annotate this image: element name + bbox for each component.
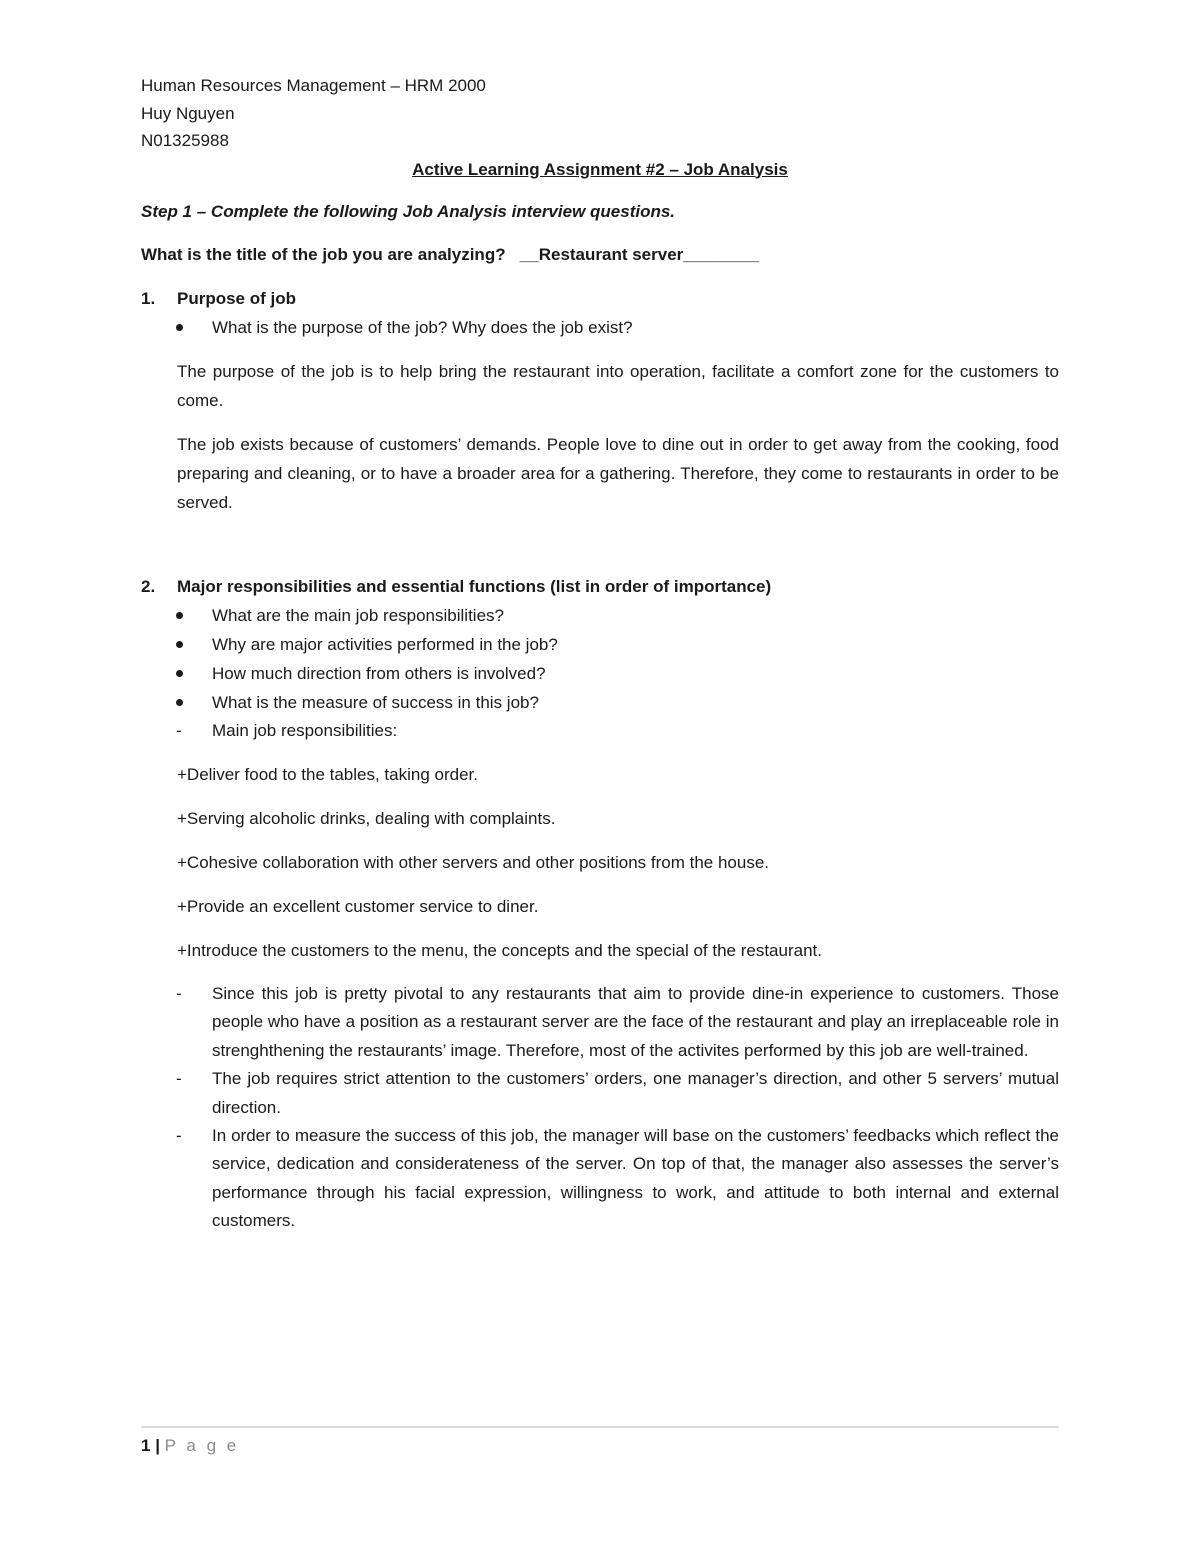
paragraph-purpose: The purpose of the job is to help bring the restaurant into operation, facilitate a comfort zone for the customers to come. (177, 361, 1059, 410)
list-item: How much direction from others is involved? (212, 659, 1059, 688)
job-title-line (141, 242, 1059, 268)
student-name: Huy Nguyen (141, 103, 235, 123)
list-item: What is the purpose of the job? Why does the job exist? (212, 313, 1059, 342)
list-item: Why are major activities performed in the job? (212, 630, 1059, 659)
responsibility-item: +Provide an excellent customer service to diner. (177, 896, 539, 916)
list-item: What is the measure of success in this job? (212, 688, 1059, 717)
footer-divider (141, 1426, 1059, 1428)
section-1-heading (141, 285, 1059, 313)
student-id: N01325988 (141, 131, 229, 150)
responsibility-item: +Cohesive collaboration with other servers and other positions from the house. (177, 852, 770, 872)
page-content (141, 72, 1059, 1236)
footer-separator: | (150, 1436, 165, 1455)
section-1-number: 1. (141, 288, 156, 308)
job-title-question: What is the title of the job you are analyzing? (141, 244, 506, 264)
section-1-title: Purpose of job (177, 288, 296, 308)
section-2-title: Major responsibilities and essential functions (list in order of importance) (177, 576, 772, 596)
responsibility-item: +Introduce the customers to the menu, the concepts and the special of the restaurant. (177, 940, 822, 960)
responsibility-item: +Deliver food to the tables, taking order. (177, 764, 478, 784)
job-title-answer: __Restaurant server________ (519, 244, 759, 264)
step-1-instruction: Step 1 – Complete the following Job Analysis interview questions. (141, 201, 676, 221)
answer-why-activities: - Since this job is pretty pivotal to any restaurants that aim to provide dine-in experience to customers. Those people who have a position as a restaurant server are the face of the restaurant and play an irreplaceable role in strenghthening the restaurants’ image. Therefore, most of the activites performed by this job are well-trained. (212, 980, 1059, 1065)
page-number: 1 (141, 1436, 151, 1455)
course-name: Human Resources Management – HRM 2000 (141, 76, 486, 95)
answer-direction: - The job requires strict attention to the customers’ orders, one manager’s direction, and other 5 servers’ mutual direction. (212, 1065, 1059, 1122)
section-2-number: 2. (141, 576, 156, 596)
main-responsibilities-label-list (141, 717, 1059, 745)
assignment-title: Active Learning Assignment #2 – Job Analysis (412, 159, 788, 179)
page-footer (141, 1433, 239, 1459)
section-2-answers (141, 980, 1059, 1236)
responsibility-item: +Serving alcoholic drinks, dealing with complaints. (177, 808, 556, 828)
main-responsibilities-label: - Main job responsibilities: (212, 717, 1059, 745)
paragraph-exists: The job exists because of customers’ demands. People love to dine out in order to get away from the cooking, food preparing and cleaning, or to have a broader area for a gathering. Therefore, they come to restaurants in order to be served. (177, 434, 1059, 512)
section-2-heading (141, 573, 1059, 601)
section-2-bullets (141, 601, 1059, 717)
page-label: P a g e (164, 1436, 240, 1455)
answer-measure-success: - In order to measure the success of this job, the manager will base on the customers’ feedbacks which reflect the service, dedication and considerateness of the server. On top of that, the manager also assesses the server’s performance through his facial expression, willingness to work, and attitude to both internal and external customers. (212, 1122, 1059, 1236)
list-item: What are the main job responsibilities? (212, 601, 1059, 630)
section-1-bullets (141, 313, 1059, 342)
